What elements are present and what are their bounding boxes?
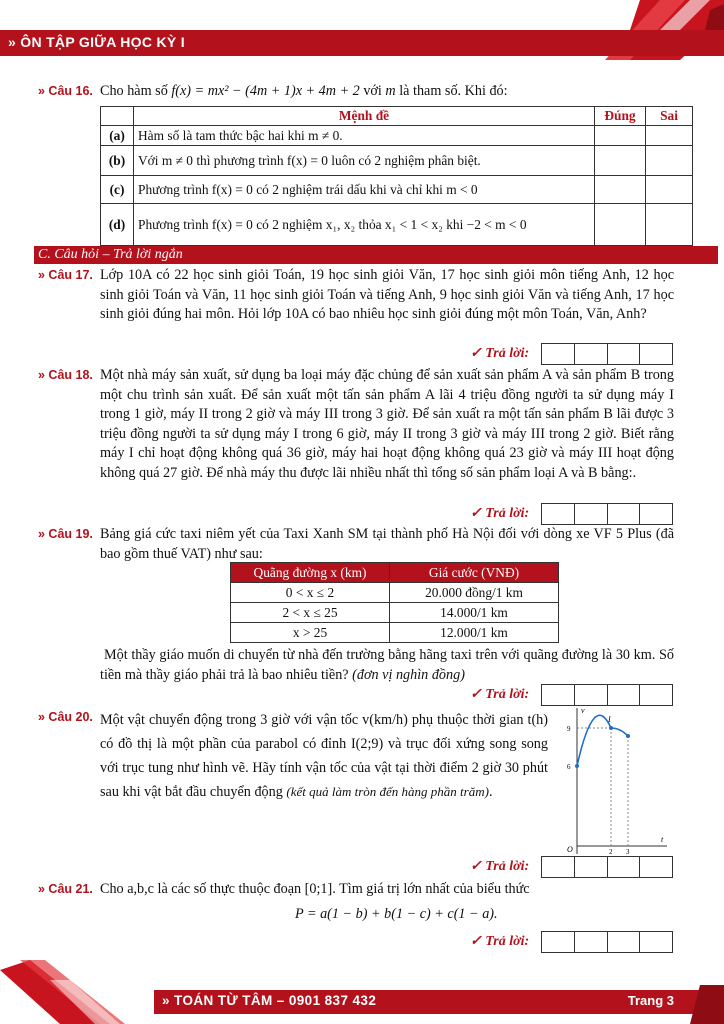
- true-cell[interactable]: [595, 204, 646, 246]
- velocity-graph: [563, 706, 669, 856]
- tick-x-2: 2: [609, 848, 613, 856]
- row-text: Phương trình f(x) = 0 có 2 nghiệm trái dấu khi và chỉ khi m < 0: [134, 176, 595, 204]
- row-text: Với m ≠ 0 thì phương trình f(x) = 0 luôn có 2 nghiệm phân biệt.: [134, 146, 595, 176]
- fare-price: 12.000/1 km: [390, 623, 559, 643]
- header-bar: [0, 30, 724, 56]
- answer-label: ✓ Trả lời:: [470, 687, 530, 702]
- q19-text: Bảng giá cức taxi niêm yết của Taxi Xanh SM tại thành phố Hà Nội đối với dòng xe VF 5 Plus (đã bao gồm thuế VAT) như sau:: [100, 526, 674, 562]
- false-cell[interactable]: [646, 146, 693, 176]
- col-false: Sai: [646, 107, 693, 126]
- vertex-label: I: [608, 715, 611, 724]
- fare-header-price: Giá cước (VNĐ): [390, 563, 559, 583]
- header-title: » ÔN TẬP GIỮA HỌC KỲ I: [8, 34, 185, 50]
- row-text: Hàm số là tam thức bậc hai khi m ≠ 0.: [134, 126, 595, 146]
- false-cell[interactable]: [646, 126, 693, 146]
- fare-range: x > 25: [231, 623, 390, 643]
- answer-box[interactable]: [541, 343, 673, 365]
- false-cell[interactable]: [646, 176, 693, 204]
- q18-text: Một nhà máy sản xuất, sử dụng ba loại máy đặc chủng để sản xuất sản phẩm A và sản phẩm B trong một chu trình sản xuất. Để sản xuất một tấn sản phẩm A lãi 4 triệu đồng người ta sử dụng máy I trong 1 giờ, máy II trong 2 giờ và máy III trong 3 giờ. Để sản xuất ra một tấn sản phẩm B lãi được 3 triệu đồng người ta sử dụng máy I trong 6 giờ, máy II trong 3 giờ và máy III trong 2 giờ. Biết rằng máy I chỉ hoạt động không quá 36 giờ, máy hai hoạt động không quá 23 giờ và máy III hoạt động không quá 27 giờ. Để nhà máy thu được lãi nhiều nhất thì tổng số sản phẩm loại A và B bằng:.: [100, 367, 674, 481]
- vertex-point: [609, 726, 613, 730]
- end-point: [626, 734, 630, 738]
- answer-box[interactable]: [541, 503, 673, 525]
- tick-y-6: 6: [567, 763, 571, 771]
- q19-label: » Câu 19.: [38, 527, 93, 541]
- answer-label: ✓ Trả lời:: [470, 934, 530, 949]
- fare-price: 14.000/1 km: [390, 603, 559, 623]
- origin-label: O: [567, 845, 573, 854]
- fare-header-distance: Quãng đường x (km): [231, 563, 390, 583]
- q20-label: » Câu 20.: [38, 710, 93, 724]
- answer-label: ✓ Trả lời:: [470, 506, 530, 521]
- true-cell[interactable]: [595, 126, 646, 146]
- col-proposition: Mệnh đề: [134, 107, 595, 126]
- start-point: [575, 764, 579, 768]
- row-label: (d): [101, 204, 134, 246]
- q18-label: » Câu 18.: [38, 368, 93, 382]
- answer-box[interactable]: [541, 684, 673, 706]
- fare-range: 2 < x ≤ 25: [231, 603, 390, 623]
- q19-text2: Một thầy giáo muốn di chuyển từ nhà đến trường bằng hãng taxi trên với quãng đường là 30 km. Số tiền mà thầy giáo phải trả là bao nhiêu tiền? (đơn vị nghìn đồng): [100, 647, 674, 683]
- q16-label: » Câu 16.: [38, 84, 93, 98]
- footer-bar: [154, 990, 724, 1014]
- answer-label: ✓ Trả lời:: [470, 859, 530, 874]
- false-cell[interactable]: [646, 204, 693, 246]
- fare-table: [230, 562, 559, 643]
- fare-price: 20.000 đồng/1 km: [390, 583, 559, 603]
- footer-contact: » TOÁN TỪ TÂM – 0901 837 432: [162, 993, 377, 1008]
- row-text: Phương trình f(x) = 0 có 2 nghiệm x₁, x₂ thỏa x₁ < 1 < x₂ khi −2 < m < 0: [134, 204, 595, 246]
- q17-text: Lớp 10A có 22 học sinh giỏi Toán, 19 học sinh giỏi Văn, 17 học sinh giỏi môn tiếng Anh, 12 học sinh giỏi Toán và Văn, 11 học sinh giỏi Toán và tiếng Anh, 9 học sinh giỏi Văn và tiếng Anh, 17 học sinh giỏi đúng hai môn. Hỏi lớp 10A có bao nhiêu học sinh giỏi đúng một môn Toán, Văn, Anh?: [100, 267, 674, 323]
- true-cell[interactable]: [595, 176, 646, 204]
- answer-label: ✓ Trả lời:: [470, 346, 530, 361]
- col-true: Đúng: [595, 107, 646, 126]
- q21-label: » Câu 21.: [38, 882, 93, 896]
- q16-text: Cho hàm số f(x) = mx² − (4m + 1)x + 4m + 2 với m là tham số. Khi đó:: [100, 83, 508, 99]
- q16-table: [100, 106, 693, 246]
- page-number: Trang 3: [627, 993, 674, 1008]
- parabola-curve: [577, 715, 628, 766]
- q21-text: Cho a,b,c là các số thực thuộc đoạn [0;1]. Tìm giá trị lớn nhất của biểu thức: [100, 881, 530, 897]
- footer-decoration: [0, 960, 180, 1024]
- v-axis-label: v: [581, 706, 585, 715]
- row-label: (c): [101, 176, 134, 204]
- section-c-heading: C. Câu hỏi – Trả lời ngắn: [34, 246, 718, 264]
- q17-label: » Câu 17.: [38, 268, 93, 282]
- t-axis-label: t: [661, 835, 664, 844]
- q21-formula: P = a(1 − b) + b(1 − c) + c(1 − a).: [295, 906, 498, 922]
- fare-range: 0 < x ≤ 2: [231, 583, 390, 603]
- true-cell[interactable]: [595, 146, 646, 176]
- row-label: (a): [101, 126, 134, 146]
- answer-box[interactable]: [541, 931, 673, 953]
- tick-x-3: 3: [626, 848, 630, 856]
- answer-box[interactable]: [541, 856, 673, 878]
- q20-text: Một vật chuyển động trong 3 giờ với vận tốc v(km/h) phụ thuộc thời gian t(h) có đồ thị là một phần của parabol có đỉnh I(2;9) và trục đối xứng song song với trục tung như hình vẽ. Hãy tính vận tốc của vật tại thời điểm 2 giờ 30 phút sau khi vật bắt đầu chuyển động (kết quả làm tròn đến hàng phần trăm).: [100, 712, 548, 800]
- tick-y-9: 9: [567, 725, 571, 733]
- row-label: (b): [101, 146, 134, 176]
